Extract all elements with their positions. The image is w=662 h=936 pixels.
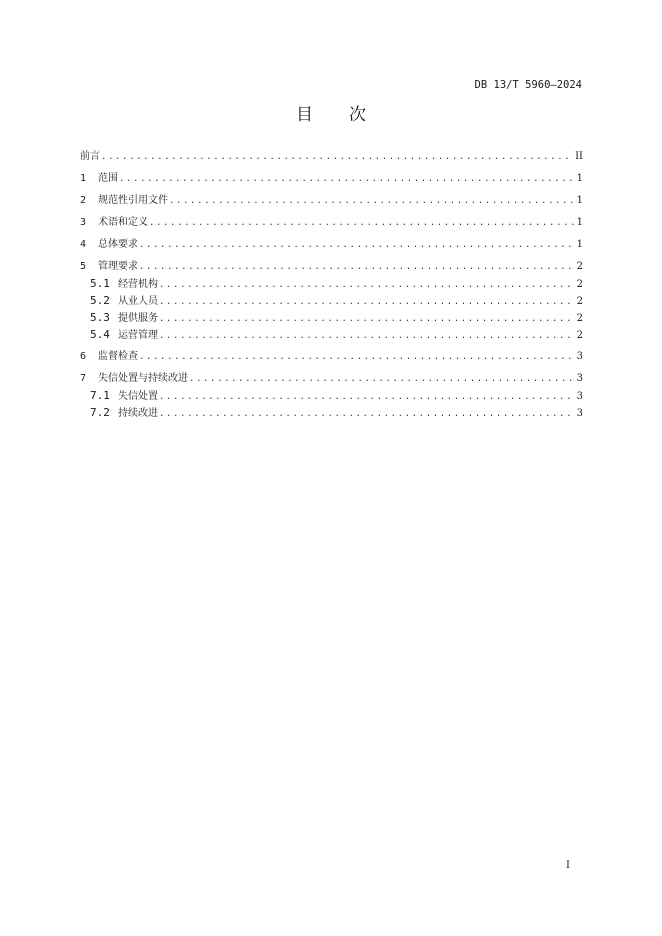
toc-entry-operating-institutions[interactable] bbox=[80, 277, 583, 294]
toc-leader-dots bbox=[119, 172, 574, 186]
toc-number: 5.3 bbox=[90, 311, 110, 324]
toc-page: 3 bbox=[576, 408, 583, 419]
toc-label: 监督检查 bbox=[98, 351, 138, 362]
toc-page: II bbox=[575, 151, 583, 162]
toc-entry-dishonesty-handling[interactable] bbox=[80, 372, 583, 389]
toc-page: 2 bbox=[576, 261, 583, 272]
toc-number: 7.2 bbox=[90, 406, 110, 419]
toc-page: 2 bbox=[576, 313, 583, 324]
toc-page: 2 bbox=[576, 279, 583, 290]
toc-entry-dishonesty-disposal[interactable] bbox=[80, 389, 583, 406]
toc-label: 从业人员 bbox=[118, 296, 158, 307]
toc-leader-dots bbox=[159, 329, 574, 343]
toc-number: 5.1 bbox=[90, 277, 110, 290]
toc-label: 总体要求 bbox=[98, 239, 138, 250]
toc-leader-dots bbox=[149, 216, 574, 230]
toc-number: 2 bbox=[80, 195, 87, 206]
toc-label: 失信处置与持续改进 bbox=[98, 373, 188, 384]
toc-entry-scope[interactable] bbox=[80, 172, 583, 194]
toc-number: 5 bbox=[80, 261, 87, 272]
toc-entry-continuous-improvement[interactable] bbox=[80, 406, 583, 423]
page-title bbox=[0, 100, 662, 125]
toc-number: 5.4 bbox=[90, 328, 110, 341]
toc-leader-dots bbox=[159, 278, 574, 292]
toc-leader-dots bbox=[139, 350, 574, 364]
toc-entry-supervision-inspection[interactable] bbox=[80, 350, 583, 372]
toc-number: 4 bbox=[80, 239, 87, 250]
toc-number: 7 bbox=[80, 373, 87, 384]
toc-entry-terms-definitions[interactable] bbox=[80, 216, 583, 238]
toc-number: 5.2 bbox=[90, 294, 110, 307]
toc-number: 3 bbox=[80, 217, 87, 228]
title-char-1: 目 bbox=[296, 105, 313, 125]
toc-label: 术语和定义 bbox=[98, 217, 148, 228]
toc-entry-service-provision[interactable] bbox=[80, 311, 583, 328]
toc-label: 前言 bbox=[80, 151, 100, 162]
toc-page: 2 bbox=[576, 330, 583, 341]
toc-leader-dots bbox=[159, 390, 574, 404]
toc-leader-dots bbox=[101, 150, 572, 164]
toc-entry-general-requirements[interactable] bbox=[80, 238, 583, 260]
toc-number: 6 bbox=[80, 351, 87, 362]
toc-leader-dots bbox=[159, 407, 574, 421]
toc-label: 范围 bbox=[98, 173, 118, 184]
toc-leader-dots bbox=[139, 260, 574, 274]
toc-leader-dots bbox=[139, 238, 574, 252]
toc-page: 1 bbox=[576, 173, 583, 184]
toc-page: 3 bbox=[576, 373, 583, 384]
toc-number: 1 bbox=[80, 173, 87, 184]
toc-label: 运营管理 bbox=[118, 330, 158, 341]
toc-page: 1 bbox=[576, 217, 583, 228]
toc-page: 1 bbox=[576, 195, 583, 206]
toc-page: 3 bbox=[576, 351, 583, 362]
toc-page: 2 bbox=[576, 296, 583, 307]
toc-page: 1 bbox=[576, 239, 583, 250]
toc-label: 管理要求 bbox=[98, 261, 138, 272]
toc-leader-dots bbox=[159, 312, 574, 326]
toc-label: 失信处置 bbox=[118, 391, 158, 402]
toc-leader-dots bbox=[159, 295, 574, 309]
toc-entry-operation-management[interactable] bbox=[80, 328, 583, 350]
toc-entry-practitioners[interactable] bbox=[80, 294, 583, 311]
toc-entry-management-requirements[interactable] bbox=[80, 260, 583, 277]
toc-leader-dots bbox=[189, 372, 574, 386]
toc-label: 规范性引用文件 bbox=[98, 195, 168, 206]
title-char-2: 次 bbox=[349, 105, 366, 125]
toc-leader-dots bbox=[169, 194, 574, 208]
toc-page: 3 bbox=[576, 391, 583, 402]
table-of-contents bbox=[80, 150, 583, 423]
toc-entry-normative-references[interactable] bbox=[80, 194, 583, 216]
toc-label: 提供服务 bbox=[118, 313, 158, 324]
document-code: DB 13/T 5960—2024 bbox=[474, 79, 582, 91]
toc-label: 经营机构 bbox=[118, 279, 158, 290]
toc-label: 持续改进 bbox=[118, 408, 158, 419]
toc-number: 7.1 bbox=[90, 389, 110, 402]
page-number: I bbox=[566, 860, 570, 871]
toc-entry-foreword[interactable] bbox=[80, 150, 583, 172]
